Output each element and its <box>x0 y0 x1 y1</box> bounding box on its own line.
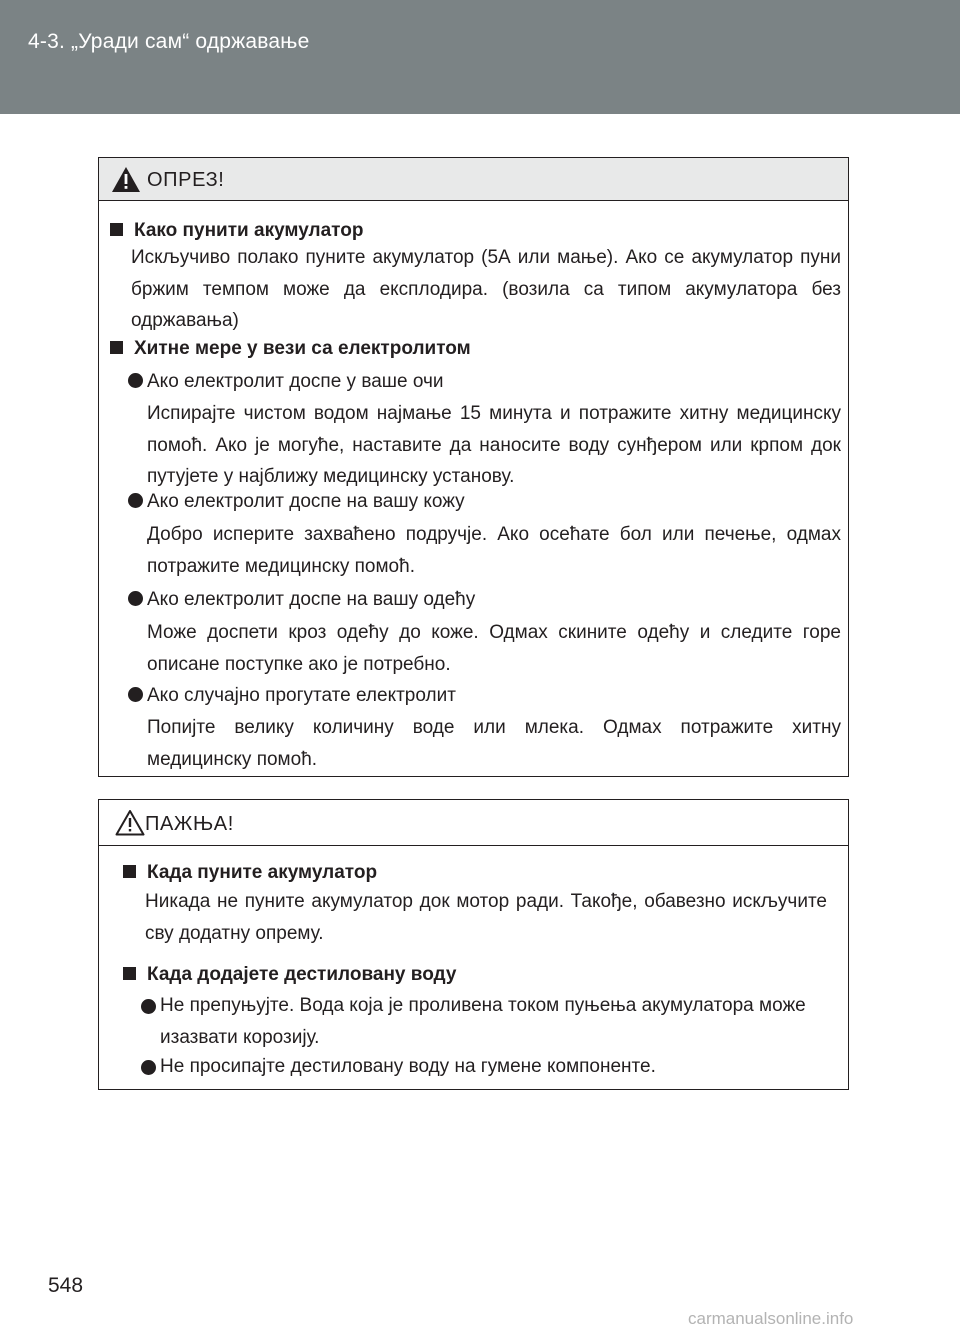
notice-section-charging <box>123 862 377 884</box>
eyes-text: Испирајте чистом водом најмање 15 минута и потражите хитну медицинску помоћ. Ако је могуће, наставите да наносите воду сунђером или крпом док путујете у најближу медицинску установу. <box>147 403 841 487</box>
round-bullet-icon <box>128 591 143 606</box>
notice-charging-text: Никада не пуните акумулатор док мотор ради. Такође, обавезно искључите сву додатну опрему. <box>145 891 827 944</box>
notice-box <box>98 799 849 1090</box>
rubber-text: Не просипајте дестиловану воду на гумене компоненте. <box>160 1056 656 1077</box>
section-title: Када пуните акумулатор <box>147 862 378 883</box>
square-bullet-icon <box>110 341 123 354</box>
bullet-overfill <box>141 997 160 1019</box>
watermark: carmanualsonline.info <box>688 1309 854 1328</box>
overfill-text: Не препуњујте. Вода која је проливена током пуњења акумулатора може изазвати корозију. <box>160 995 806 1048</box>
notice-label: ПАЖЊА! <box>145 813 234 835</box>
notice-section-water <box>123 964 456 986</box>
caution-section-electrolyte <box>110 338 471 360</box>
section-title: Како пунити акумулатор <box>134 220 364 241</box>
warning-triangle-icon <box>111 166 141 193</box>
skin-text: Добро исперите захваћено подручје. Ако осећате бол или печење, одмах потражите медицинску помоћ. <box>147 524 841 577</box>
square-bullet-icon <box>123 865 136 878</box>
round-bullet-icon <box>128 687 143 702</box>
round-bullet-icon <box>141 1060 156 1075</box>
page-number: 548 <box>48 1274 84 1297</box>
bullet-eyes: Ако електролит доспе у ваше очи <box>128 371 444 393</box>
round-bullet-icon <box>128 493 143 508</box>
swallow-text: Попијте велику количину воде или млека. Одмах потражите хитну медицинску помоћ. <box>147 717 841 770</box>
caution-label: ОПРЕЗ! <box>147 169 225 191</box>
bullet-swallow: Ако случајно прогутате електролит <box>128 685 456 707</box>
caution-box <box>98 157 849 777</box>
bullet-skin: Ако електролит доспе на вашу кожу <box>128 491 465 513</box>
section-title: Хитне мере у вези са електролитом <box>134 338 471 359</box>
bullet-rubber <box>141 1058 160 1080</box>
square-bullet-icon <box>110 223 123 236</box>
page-header <box>0 0 960 114</box>
caution-section-charging <box>110 220 363 242</box>
round-bullet-icon <box>141 999 156 1014</box>
section-title: Када додајете дестиловану воду <box>147 964 457 985</box>
bullet-clothing: Ако електролит доспе на вашу одећу <box>128 589 475 611</box>
square-bullet-icon <box>123 967 136 980</box>
warning-triangle-outline-icon <box>115 809 145 836</box>
caution-charging-text: Искључиво полако пуните акумулатор (5А или мање). Ако се акумулатор пуни бржим темпом може да експлодира. (возила са типом акумулатора без одржавања) <box>131 247 841 331</box>
notice-header <box>99 800 848 846</box>
clothing-text: Може доспети кроз одећу до коже. Одмах скините одећу и следите горе описане поступке ако је потребно. <box>147 622 841 675</box>
caution-header <box>99 158 848 201</box>
chapter-title: 4-3. „Уради сам“ одржавање <box>28 30 310 53</box>
round-bullet-icon <box>128 373 143 388</box>
